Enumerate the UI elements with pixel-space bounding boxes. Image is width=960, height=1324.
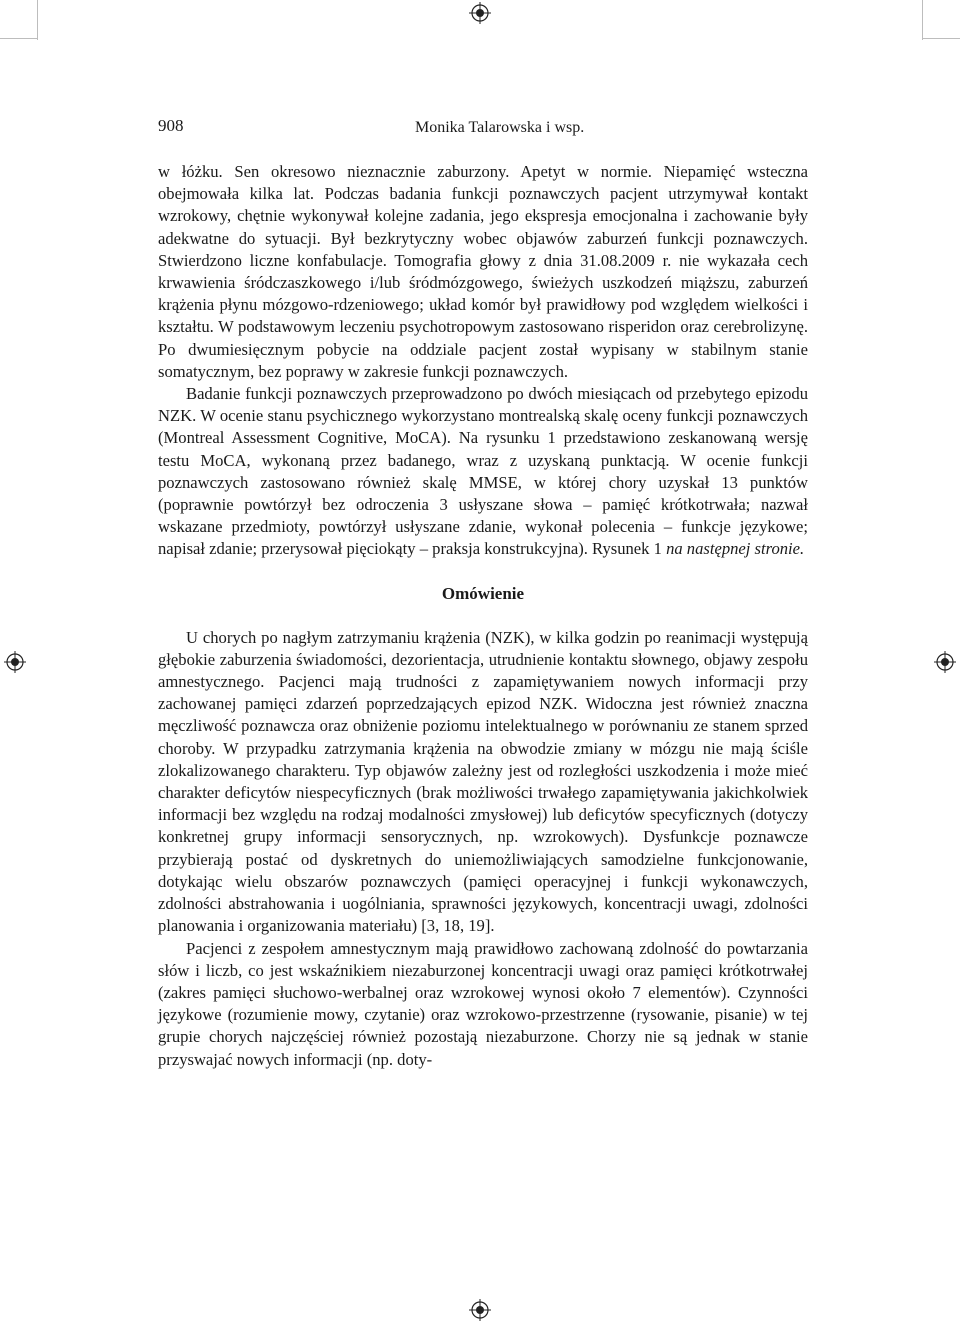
paragraph-discussion-2: Pacjenci z zespołem amnestycznym mają prawidłowo zachowaną zdolność do powtarzania słów i liczb, co jest wskaźnikiem niezaburzonej koncentracji uwagi oraz pamięci krótkotrwałej (zakres pamięci słuchowo-werbalnej oraz wzrokowej wynosi około 7 elementów). Czynności językowe (rozumienie mowy, czytanie) oraz wzrokowo-przestrzenne (rysowanie, pisanie) w tej grupie chorych najczęściej również pozostają niezaburzone. Chorzy nie są jednak w stanie przyswajać nowych informacji (np. doty-	[158, 938, 808, 1069]
paragraph-case-description: w łóżku. Sen okresowo nieznacznie zaburzony. Apetyt w normie. Niepamięć wsteczna obejmowała kilka lat. Podczas badania funkcji poznawczych pacjent utrzymywał kontakt wzrokowy, chętnie wykonywał kolejne zadania, jego ekspresja emocjonalna i zachowanie były adekwatne do sytuacji. Był bezkrytyczny wobec objawów zaburzeń funkcji poznawczych. Stwierdzono liczne konfabulacje. Tomografia głowy z dnia 31.08.2009 r. nie wykazała cech krwawienia śródczaszkowego i/lub śródmózgowego, świeżych uszkodzeń miąższu, zaburzeń krążenia płynu mózgowo-rdzeniowego; układ komór był prawidłowy pod względem wielkości i kształtu. W podstawowym leczeniu psychotropowym zastosowano risperidon oraz cerebrolizynę. Po dwumiesięcznym pobycie na oddziale pacjent został wypisany w stabilnym stanie somatycznym, bez poprawy w zakresie funkcji poznawczych.	[158, 162, 808, 381]
crop-line-top-right-horizontal	[923, 38, 960, 39]
page-number: 908	[158, 116, 184, 135]
page-header	[158, 116, 808, 142]
paragraph-assessment	[158, 383, 808, 561]
crop-line-top-left-horizontal	[0, 38, 37, 39]
figure-reference-note: na następnej stronie.	[666, 539, 805, 559]
registration-mark-left-icon	[4, 651, 26, 673]
section-heading: Omówienie	[441, 583, 525, 603]
paragraph-discussion-1: U chorych po nagłym zatrzymaniu krążenia (NZK), w kilka godzin po reanimacji występują głębokie zaburzenia świadomości, dezorientacja, utrudnienie kontaktu słownego, objawy zespołu amnestycznego. Pacjenci mają trudności z zapamiętywaniem nowych informacji przy zachowanej pamięci zdarzeń poprzedzających epizod NZK. Widoczna jest również znaczna męczliwość poznawcza oraz obniżenie poziomu intelektualnego w porównaniu ze stanem sprzed choroby. W przypadku zatrzymania krążenia na obwodzie zmiany w mózgu nie mają ściśle zlokalizowanego charakteru. Typ objawów zależny jest od rozległości uszkodzenia i może mieć charakter deficytów niespecyficznych (brak możliwości trwałego zapamiętywania jakichkolwiek informacji bez względu na rodzaj modalności zmysłowej) lub deficytów specyficznych (dotyczy konkretnej grupy informacji sensorycznych, np. wzrokowych). Dysfunkcje poznawcze przybierają postać od dyskretnych do uniemożliwiających samodzielne funkcjonowanie, dotykając wielu obszarów poznawczych (pamięci operacyjnej i funkcji wykonawczych, zdolności abstrahowania i uogólniania, sprawności językowych, koncentracji uwagi, zdolności planowania i organizowania materiału) [3, 18, 19].	[158, 627, 808, 936]
registration-mark-top-icon	[469, 2, 491, 24]
registration-mark-right-icon	[934, 651, 956, 673]
article-body	[158, 161, 808, 1071]
registration-mark-bottom-icon	[469, 1299, 491, 1321]
running-head: Monika Talarowska i wsp.	[415, 119, 585, 136]
crop-line-top-right-vertical	[922, 0, 923, 40]
paragraph-assessment-text: Badanie funkcji poznawczych przeprowadzono po dwóch miesiącach od przebytego epizodu NZK. W ocenie stanu psychicznego wykorzystano montrealską skalę oceny funkcji poznawczych (Montreal Assessment Cognitive, MoCA). Na rysunku 1 przedstawiono zeskanowaną wersję testu MoCA, wykonaną przez badanego, wraz z uzyskaną punktacją. W ocenie funkcji poznawczych zastosowano również skalę MMSE, w której chory uzyskał 13 punktów (poprawnie powtórzył bez odroczenia 3 usłyszane słowa – pamięć krótkotrwała; nazwał wskazane przedmioty, powtórzył usłyszane zdanie, wykonał polecenia – funkcje językowe; napisał zdanie; przerysował pięciokąty – praksja konstrukcyjna). Rysunek 1	[158, 384, 808, 559]
crop-line-top-left-vertical	[37, 0, 38, 40]
